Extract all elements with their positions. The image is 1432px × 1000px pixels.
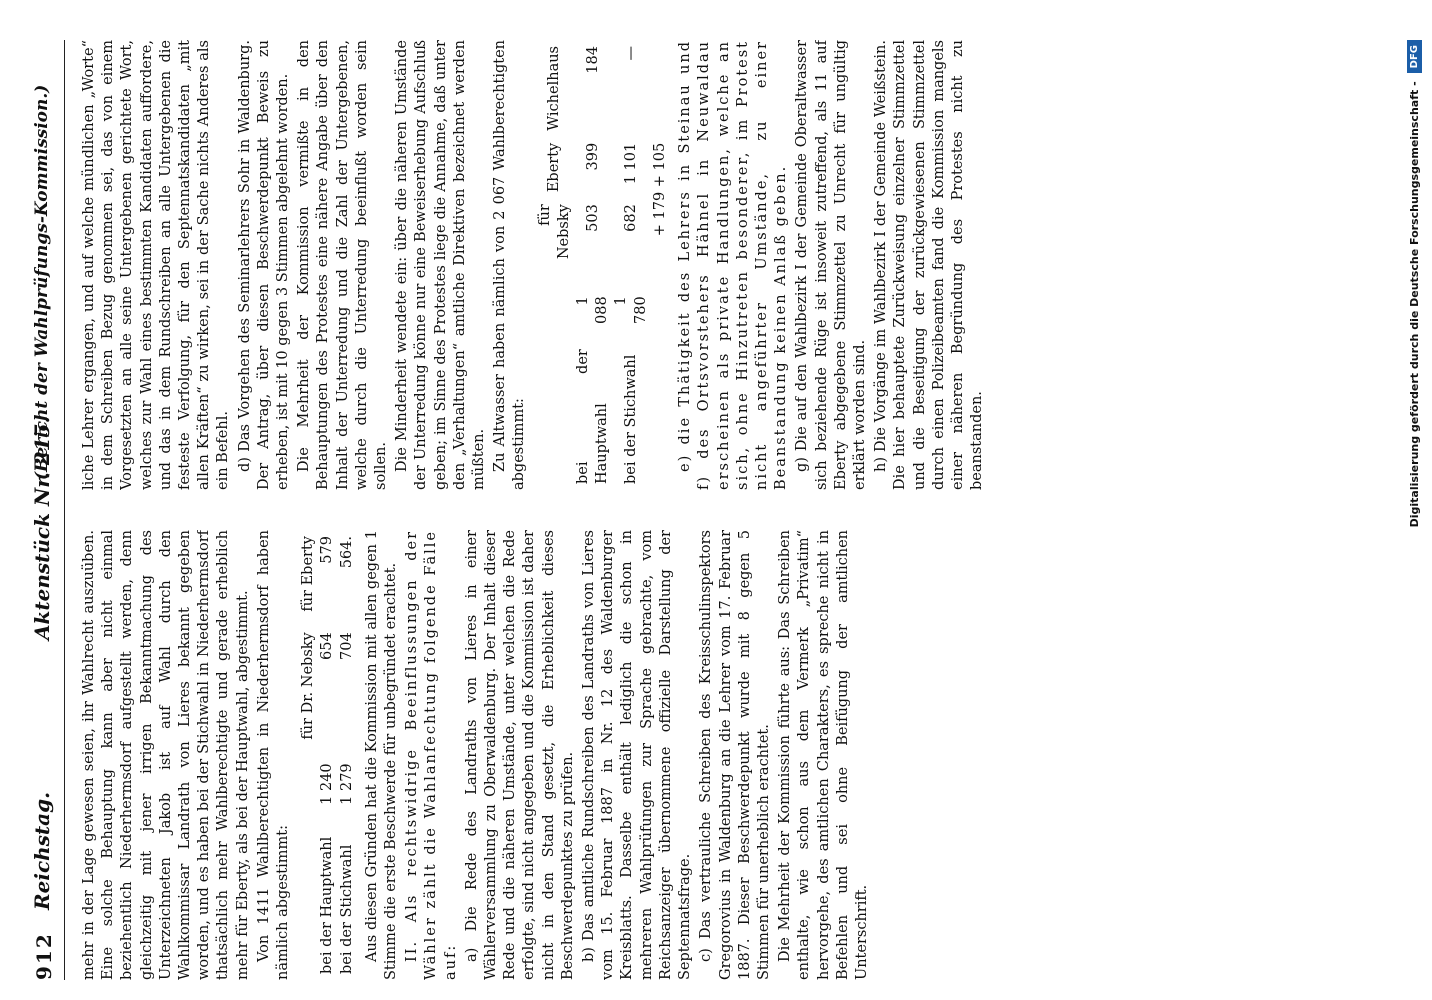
paragraph: Die Mehrheit der Kommission vermißte in den Behauptungen des Protestes eine nähere Angabe über den Inhalt der Unterredung und die Zahl der Untergebenen, welche durch die Unterredung beeinflußt worden sein sollen. [296,40,390,490]
paragraph: h) Die Vorgänge im Wahlbezirk I der Gemeinde Weißstein. Die hier behauptete Zurückweisung einzelner Stimmzettel und die Beseitigung der zurückgewiesenen Stimmzettel durch einen Polizeibeamten fand die Kommission mangels einer näheren Begründung des Protestes nicht zu beanstanden. [873,40,986,490]
table-cell: bei der Stichwahl [623,354,640,484]
paragraph: c) Das vertrauliche Schreiben des Kreisschulinspektors Gregorovius in Waldenburg an die Lehrer vom 17. Februar 1887. Dieser Beschwerdepunkt wurde mit 8 gegen 5 Stimmen für unerheblich erachtet. [698,530,772,980]
table-row [574,40,612,490]
digitization-credit [1400,40,1428,980]
paragraph: a) Die Rede des Landraths von Lieres in einer Wählerversammlung zu Oberwaldenburg. Der Inhalt dieser Rede und die näheren Umstände, unter welchen die Rede erfolgte, sind nicht angegeben und die Kommission ist daher nicht in den Stand gesetzt, die Erheblichkeit dieses Beschwerdepunktes zu prüfen. [463,530,576,980]
table-cell: bei der Stichwahl [338,844,355,974]
table-cell: — [623,46,640,61]
table-cell: 1 101 [623,142,640,185]
credit-text: Digitalisierung gefördert durch die Deutsche Forschungsgemeinschaft - [1407,81,1421,528]
page-number: 912 [32,932,56,980]
table-cell: 704 [338,632,355,660]
vote-table [299,530,357,980]
table-cell: + 179 + 105 [651,142,668,237]
right-column [80,40,1385,490]
header-right-title: (Bericht der Wahlprüfungs-Kommission.) [32,84,52,480]
table-row [318,530,337,980]
paragraph: II. Als rechtswidrige Beeinflussungen der Wähler zählt die Wahlanfechtung folgende Fälle auf: [404,530,459,980]
paragraph: Von 1411 Wahlberechtigten in Niederhermsdorf haben nämlich abgestimmt: [255,530,292,980]
paragraph: mehr in der Lage gewesen seien, ihr Wahlrecht auszuüben. Eine solche Behauptung kann aber nicht einmal beziehentlich Niederhermsdorf aufgestellt werden, denn gleichzeitig mit jener irrigen Bekanntmachung des Unterzeichneten Jakob ist auf Wahl durch den Wahlkommissar Landrath von Lieres bekannt gegeben worden, und es haben bei der Stichwahl in Niederhermsdorf thatsächlich mehr Wahlberechtigte und gerade erheblich mehr für Eberty, als bei der Hauptwahl, abgestimmt. [81,530,251,980]
table-cell: 1 088 [575,296,611,324]
table-cell: 579 [319,536,336,564]
table-header: für Nebsky [536,204,572,260]
table-cell: bei der Hauptwahl [575,349,611,484]
table-cell: 654 [319,632,336,660]
table-cell: 184 [584,46,601,74]
table-cell: bei der Hauptwahl [319,836,336,974]
table-header: für Dr. Nebsky [300,632,317,740]
header-document-number: Aktenstück Nr. 215. [30,416,54,640]
table-row [338,530,357,980]
table-row [536,40,574,490]
header-left-title: Reichstag. [30,791,54,910]
paragraph: Die Minderheit wendete ein: über die näheren Umstände der Unterredung könne nur eine Beweiserhebung Aufschluß geben; im Sinne des Protestes liege die Annahme, daß unter den „Verhaltungen“ amtliche Direktiven bezeichnet werden müßten. [394,40,488,490]
table-cell: 1 279 [338,763,355,805]
paragraph: Zu Altwasser haben nämlich von 2 067 Wahlberechtigten abgestimmt: [492,40,528,490]
paragraph: b) Das amtliche Rundschreiben des Landraths von Lieres vom 15. Februar 1887 in Nr. 12 des Waldenburger Kreisblatts. Dasselbe enthält lediglich die schon in mehreren Wahlprüfungen zur Sprache gebrachte, vom Reichsanzeiger übernommene offizielle Darstellung der Septennatsfrage. [581,530,694,980]
paragraph: e) die Thätigkeit des Lehrers in Steinau und f) des Ortsvorstehers Hähnel in Neuwaldau erscheinen als private Handlungen, welche an sich, ohne Hinzutreten besonderer, im Protest nicht angeführter Umstände, zu einer Beanstandung keinen Anlaß geben. [677,40,790,490]
table-header: für Eberty [300,536,317,612]
left-column [80,530,1385,980]
document-page [20,40,1395,980]
table-cell: 682 [623,204,640,232]
table-cell: 399 [584,142,601,171]
paragraph: liche Lehrer ergangen, und auf welche mündlichen „Worte“ in dem Schreiben Bezug genommen sei, das von einem Vorgesetzten an alle seine Untergebenen gerichtete Wort, welches zur Wahl eines bestimmten Kandidaten auffordere, und das in dem Rundschreiben an alle Untergebenen die festeste Verfolgung, für den Septennatskandidaten „mit allen Kräften“ zu wirken, sei in der Sache nichts Anderes als ein Befehl. [81,40,232,490]
paragraph: Aus diesen Gründen hat die Kommission mit allen gegen 1 Stimme die erste Beschwerde für unbegründet erachtet. [363,530,400,980]
table-row [651,40,670,490]
table-header: Eberty [546,142,563,193]
table-header: Wichelhaus [546,46,563,131]
paragraph: Die Mehrheit der Kommission führte aus: Das Schreiben enthalte, wie schon aus dem Vermerk „Privatim“ hervorgehe, des amtlichen Charakters, es spreche nicht in Befehlen und sei ohne Beifügung der amtlichen Unterschrift. [777,530,870,980]
page-header [20,40,65,980]
dfg-logo: DFG [1407,40,1422,73]
table-cell: 1 240 [319,763,336,805]
table-row [299,530,318,980]
table-row [612,40,650,490]
vote-table [536,40,670,490]
table-cell: 564. [338,536,355,569]
paragraph: g) Die auf den Wahlbezirk I der Gemeinde Oberaltwasser sich beziehende Rüge ist insoweit zutreffend, als 11 auf Eberty abgegebene Stimmzettel zu Unrecht für ungültig erklärt worden sind. [794,40,868,490]
paragraph: d) Das Vorgehen des Seminarlehrers Sohr in Waldenburg. Der Antrag, über diesen Beschwerdepunkt Beweis zu erheben, ist mit 10 gegen 3 Stimmen abgelehnt worden. [236,40,292,490]
table-cell: 1 780 [613,296,649,324]
table-cell: 503 [584,204,601,232]
